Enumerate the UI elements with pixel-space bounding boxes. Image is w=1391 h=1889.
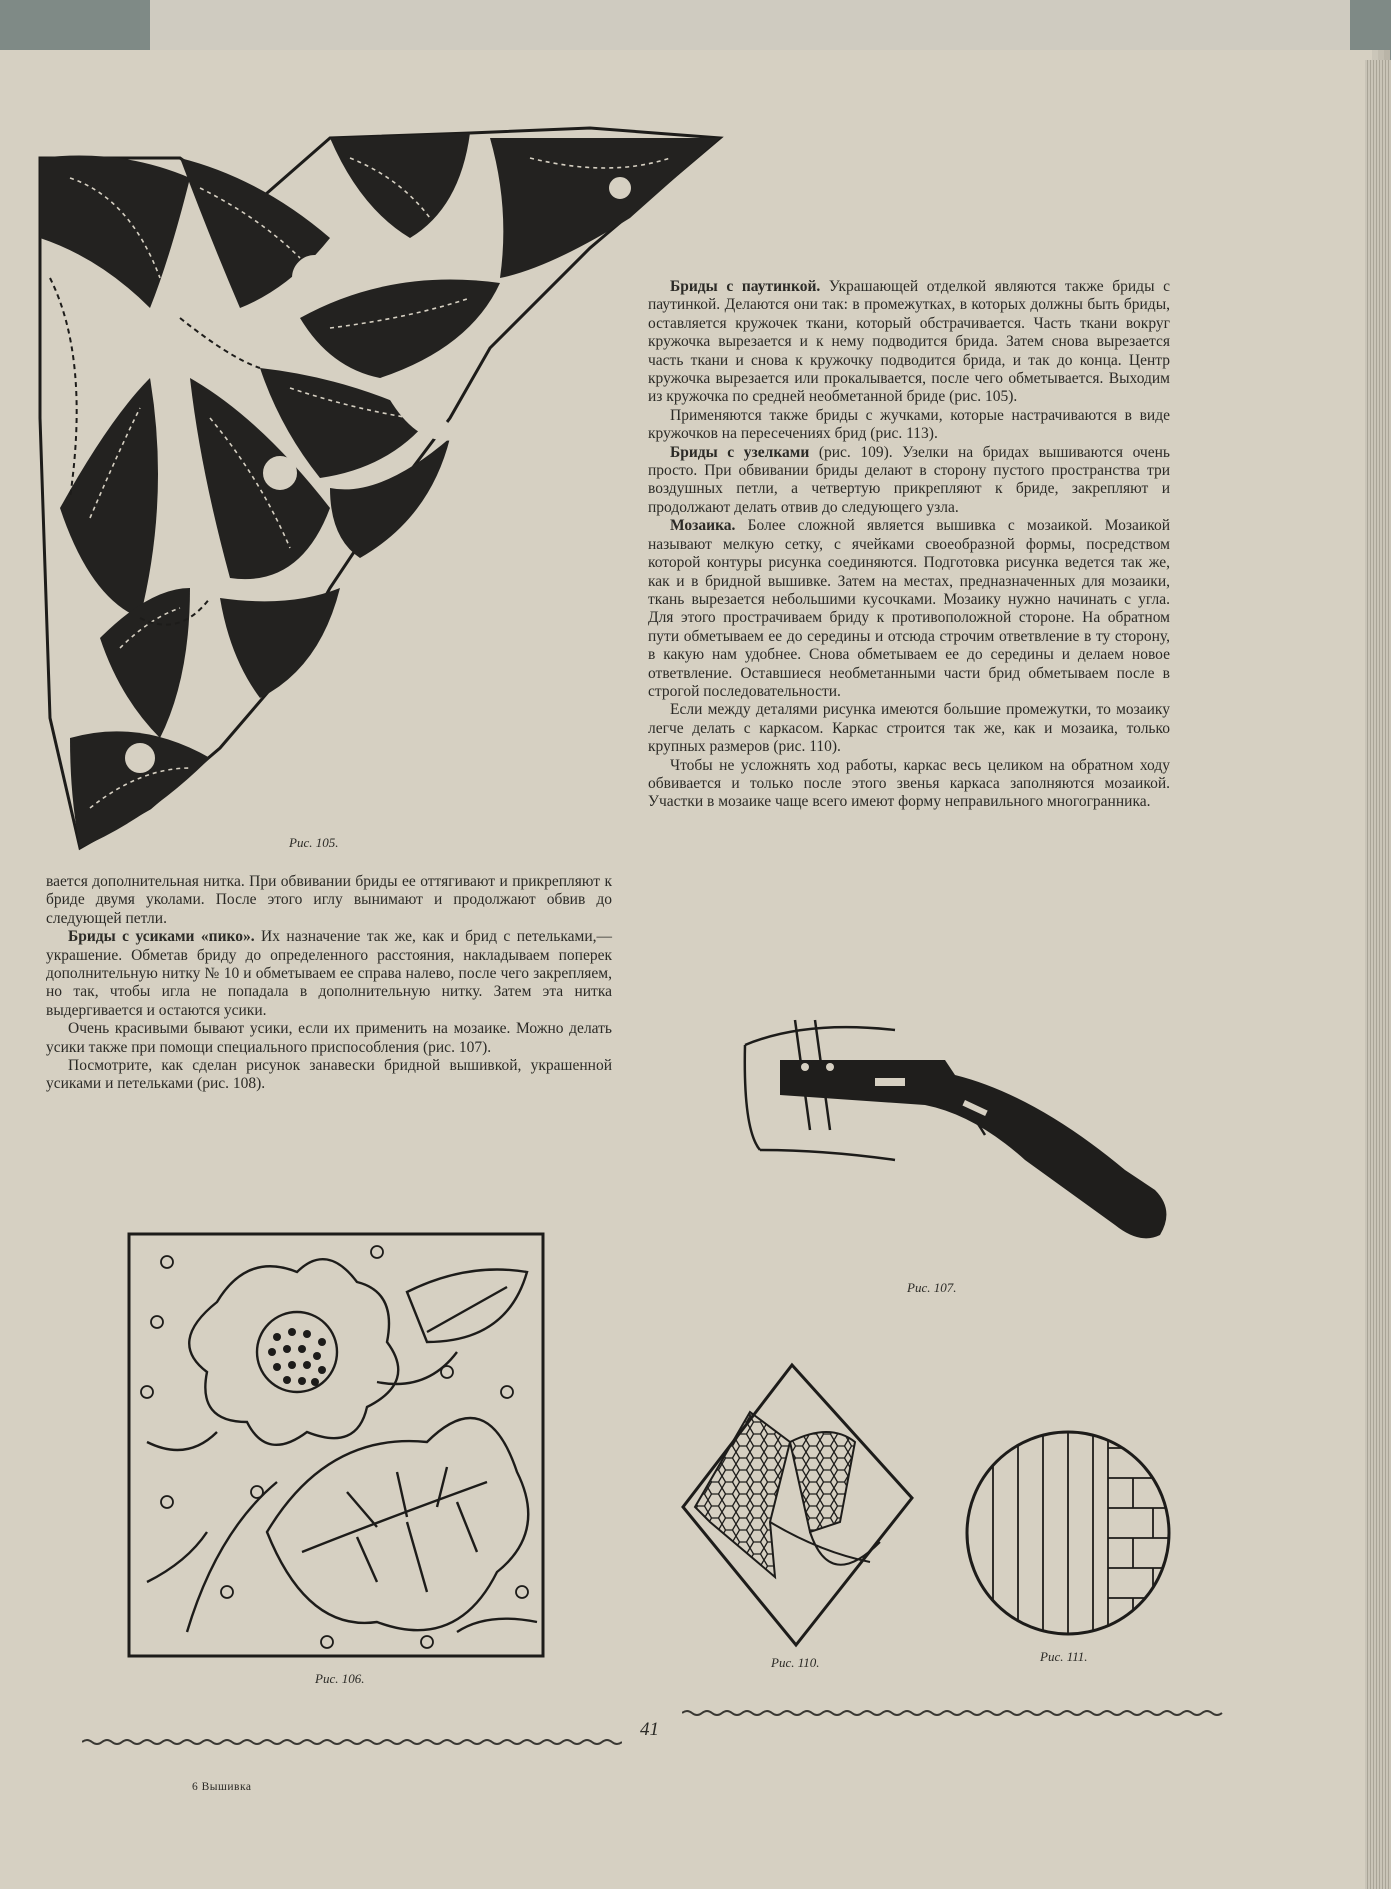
paragraph-text: Более сложной является вышивка с мозаикой. Мозаикой называют мелкую сетку, с ячейками своеобразной формы, посредством которой контуры рисунка соединяются. Подготовка рисунка ведется так же, как и в бридной вышивке. Затем на местах, предназначенных для мозаики, ткань вырезается небольшими кусочками. Мозаику нужно начинать с угла. Для этого прострачиваем бриду к противоположной стороне. На обратном пути обметываем ее до середины и отсюда строчим ответвление в ту сторону, в какую нам удобнее. Снова обметываем ее до середины и делаем новое ответвление. Оставшиеся необметанными части брид обметываем после в строгой последовательности. bbox=[648, 517, 1170, 700]
figure-107-picot-tool bbox=[735, 1000, 1175, 1245]
paragraph-lead: Бриды с усиками «пико». bbox=[68, 928, 255, 946]
paragraph-text: Их назначение так же, как и брид с петельками,— украшение. Обметав бриду до определенного расстояния, накладываем поперек дополнительную нитку № 10 и обметываем ее справа налево, после чего закрепляем, но так, чтобы игла не попадала в дополнительную нитку. Затем эта нитка выдергивается и остаются усики. bbox=[46, 928, 612, 1019]
paragraph-text: Украшающей отделкой являются также бриды с паутинкой. Делаются они так: в промежутках, в которых должны быть бриды, оставляется кружочек ткани, который обстрачивается. Часть ткани вокруг кружочка вырезается и к нему подводится брида. Затем снова вырезается часть ткани и снова к кружочку подводится брида, и так до конца. Центр кружочка вырезается или прокалывается, после чего обметывается. Выходим из кружочка по средней необметанной бриде (рис. 105). bbox=[648, 278, 1170, 406]
paragraph-curtain: Посмотрите, как сделан рисунок занавески бридной вышивкой, украшенной усиками и петельками (рис. 108). bbox=[46, 1057, 612, 1093]
paragraph-bridges-web bbox=[648, 278, 1170, 407]
paragraph-mosaic-order: Чтобы не усложнять ход работы, каркас весь целиком на обратном ходу обвивается и только после этого звенья каркаса заполняются мозаикой. Участки в мозаике чаще всего имеют форму неправильного многогранника. bbox=[648, 756, 1170, 811]
paragraph-picot-mosaic: Очень красивыми бывают усики, если их применить на мозаике. Можно делать усики также при помощи специального приспособления (рис. 107). bbox=[46, 1020, 612, 1056]
left-text-column bbox=[46, 873, 612, 1094]
figure-105-corner-ornament bbox=[30, 118, 730, 853]
footer-rule-right bbox=[682, 1709, 1227, 1717]
paragraph-mosaic bbox=[648, 517, 1170, 701]
figure-110-caption: Рис. 110. bbox=[771, 1655, 820, 1670]
paragraph-lead: Мозаика. bbox=[670, 517, 736, 535]
paragraph-picot bbox=[46, 928, 612, 1020]
figure-111-caption: Рис. 111. bbox=[1040, 1649, 1088, 1664]
figure-106-caption: Рис. 106. bbox=[315, 1671, 365, 1686]
paragraph-text: (рис. 109). Узелки на бридах вышиваются очень просто. При обвивании бриды делают в сторону пустого пространства три воздушных петли, а четвертую прикрепляют к бриде, закрепляют и продолжают делать отвив до следующего узла. bbox=[648, 443, 1170, 516]
page-number: 41 bbox=[640, 1719, 659, 1740]
figure-111-mosaic-circle bbox=[963, 1428, 1173, 1638]
paragraph-mosaic-frame: Если между деталями рисунка имеются большие промежутки, то мозаику легче делать с каркасом. Каркас строится так же, как и мозаика, только крупных размеров (рис. 110). bbox=[648, 701, 1170, 756]
paragraph-lead: Бриды с паутинкой. bbox=[670, 278, 821, 295]
figure-105-caption: Рис. 105. bbox=[289, 835, 339, 850]
right-text-column bbox=[648, 278, 1170, 812]
paragraph-bridges-beetles: Применяются также бриды с жучками, которые настрачиваются в виде кружочков на пересечениях брид (рис. 113). bbox=[648, 406, 1170, 443]
paragraph-extra-thread: вается дополнительная нитка. При обвивании бриды ее оттягивают и прикрепляют к бриде двумя уколами. После этого иглу вынимают и продолжают обвив до следующей петли. bbox=[46, 873, 612, 927]
paragraph-bridges-knots bbox=[648, 444, 1170, 518]
page-edges-stack bbox=[1365, 60, 1391, 1889]
footer-rule-left bbox=[82, 1738, 622, 1746]
signature-mark: 6 Вышивка bbox=[192, 1781, 252, 1793]
figure-106-curtain-pattern bbox=[127, 1232, 545, 1658]
figure-110-mosaic-frame bbox=[680, 1362, 915, 1648]
figure-107-caption: Рис. 107. bbox=[907, 1280, 957, 1295]
paragraph-lead: Бриды с узелками bbox=[670, 443, 810, 461]
